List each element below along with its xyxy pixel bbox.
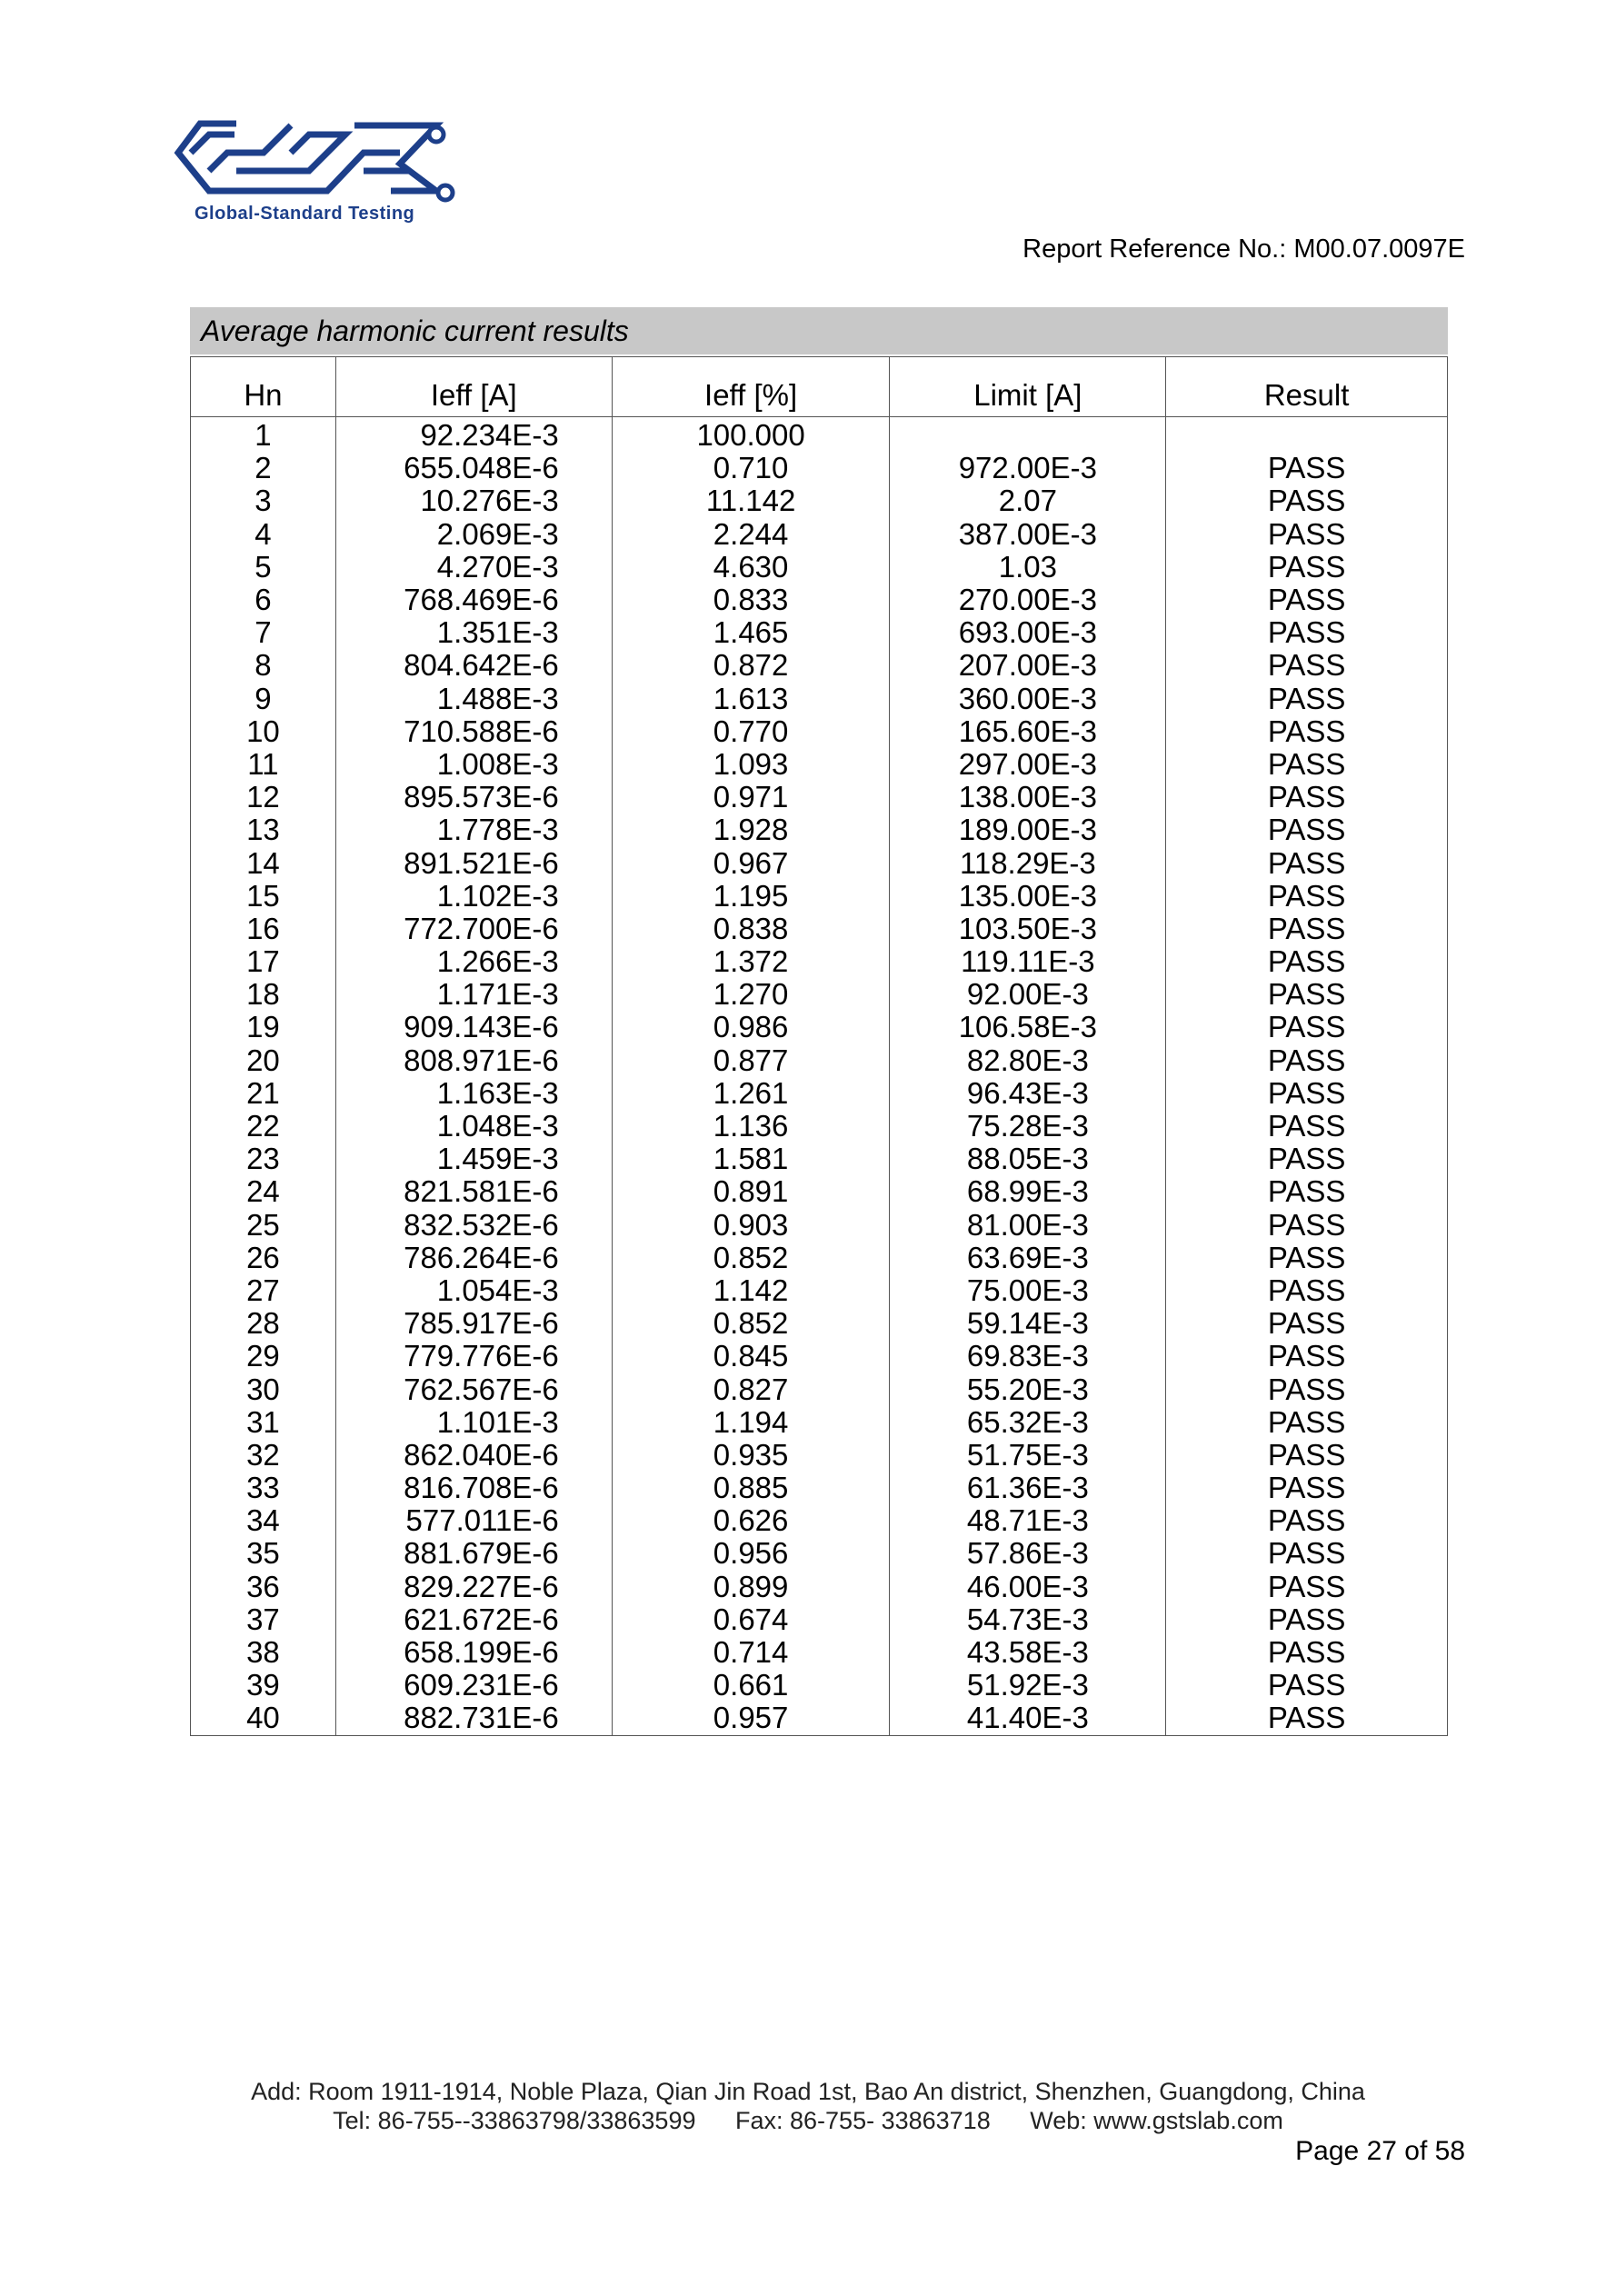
table-row: [191, 1011, 1448, 1043]
table-row: [191, 1702, 1448, 1735]
cell-result: PASS: [1166, 978, 1448, 1011]
cell-limit: 75.28E-3: [890, 1110, 1166, 1143]
cell-ieff-percent: 0.845: [612, 1340, 890, 1373]
cell-hn: 31: [191, 1406, 336, 1439]
cell-result: PASS: [1166, 781, 1448, 814]
cell-result: [1166, 417, 1448, 453]
cell-hn: 10: [191, 715, 336, 748]
cell-ieff-percent: 0.852: [612, 1307, 890, 1340]
table-row: [191, 1307, 1448, 1340]
report-reference: Report Reference No.: M00.07.0097E: [1022, 235, 1465, 264]
cell-limit: 68.99E-3: [890, 1175, 1166, 1208]
cell-hn: 26: [191, 1242, 336, 1274]
cell-limit: 69.83E-3: [890, 1340, 1166, 1373]
table-body: [191, 417, 1448, 1736]
cell-limit: 189.00E-3: [890, 814, 1166, 846]
cell-ieff-percent: 0.971: [612, 781, 890, 814]
cell-ieff-percent: 0.986: [612, 1011, 890, 1043]
cell-limit: 96.43E-3: [890, 1077, 1166, 1110]
cell-ieff-percent: 1.142: [612, 1274, 890, 1307]
cell-result: PASS: [1166, 1143, 1448, 1175]
cell-limit: 387.00E-3: [890, 518, 1166, 551]
cell-result: PASS: [1166, 518, 1448, 551]
cell-ieff-a: 895.573E-6: [335, 781, 612, 814]
cell-ieff-a: 762.567E-6: [335, 1373, 612, 1405]
cell-result: PASS: [1166, 1702, 1448, 1735]
cell-result: PASS: [1166, 1603, 1448, 1636]
cell-limit: 48.71E-3: [890, 1504, 1166, 1537]
table-row: [191, 913, 1448, 945]
cell-hn: 36: [191, 1571, 336, 1603]
cell-ieff-percent: 1.270: [612, 978, 890, 1011]
cell-hn: 4: [191, 518, 336, 551]
cell-ieff-a: 785.917E-6: [335, 1307, 612, 1340]
cell-result: PASS: [1166, 748, 1448, 781]
cell-ieff-a: 808.971E-6: [335, 1044, 612, 1077]
cell-ieff-a: 1.048E-3: [335, 1110, 612, 1143]
cell-result: PASS: [1166, 1209, 1448, 1242]
cell-result: PASS: [1166, 1537, 1448, 1570]
cell-limit: 119.11E-3: [890, 945, 1166, 978]
cell-hn: 24: [191, 1175, 336, 1208]
logo-text: Global-Standard Testing: [195, 204, 415, 224]
cell-ieff-percent: 1.194: [612, 1406, 890, 1439]
cell-result: PASS: [1166, 1504, 1448, 1537]
cell-hn: 34: [191, 1504, 336, 1537]
table-row: [191, 1571, 1448, 1603]
cell-ieff-percent: 100.000: [612, 417, 890, 453]
cell-ieff-percent: 1.261: [612, 1077, 890, 1110]
cell-ieff-a: 1.266E-3: [335, 945, 612, 978]
cell-ieff-a: 621.672E-6: [335, 1603, 612, 1636]
cell-ieff-a: 779.776E-6: [335, 1340, 612, 1373]
cell-ieff-percent: 0.967: [612, 846, 890, 879]
table-row: [191, 1504, 1448, 1537]
table-row: [191, 880, 1448, 913]
table-row: [191, 683, 1448, 715]
cell-limit: 270.00E-3: [890, 584, 1166, 616]
cell-result: PASS: [1166, 1669, 1448, 1702]
cell-ieff-percent: 0.674: [612, 1603, 890, 1636]
cell-ieff-a: 772.700E-6: [335, 913, 612, 945]
cell-limit: 81.00E-3: [890, 1209, 1166, 1242]
cell-ieff-a: 832.532E-6: [335, 1209, 612, 1242]
cell-ieff-a: 1.102E-3: [335, 880, 612, 913]
cell-ieff-percent: 1.136: [612, 1110, 890, 1143]
cell-ieff-a: 1.488E-3: [335, 683, 612, 715]
table-row: [191, 748, 1448, 781]
cell-result: PASS: [1166, 1439, 1448, 1472]
cell-hn: 33: [191, 1472, 336, 1504]
cell-hn: 8: [191, 649, 336, 682]
cell-hn: 39: [191, 1669, 336, 1702]
cell-hn: 19: [191, 1011, 336, 1043]
section-title: Average harmonic current results: [190, 307, 1448, 354]
cell-hn: 9: [191, 683, 336, 715]
cell-ieff-percent: 0.935: [612, 1439, 890, 1472]
cell-limit: 2.07: [890, 484, 1166, 517]
cell-hn: 1: [191, 417, 336, 453]
cell-ieff-percent: 1.195: [612, 880, 890, 913]
cell-result: PASS: [1166, 649, 1448, 682]
cell-result: PASS: [1166, 1274, 1448, 1307]
table-row: [191, 1340, 1448, 1373]
cell-ieff-a: 2.069E-3: [335, 518, 612, 551]
cell-ieff-percent: 0.710: [612, 452, 890, 484]
company-logo: [173, 116, 464, 235]
cell-ieff-a: 829.227E-6: [335, 1571, 612, 1603]
table-row: [191, 616, 1448, 649]
footer-address: Add: Room 1911-1914, Noble Plaza, Qian Jin Road 1st, Bao An district, Shenzhen, Guangdong, China: [251, 2078, 1365, 2105]
table-row: [191, 814, 1448, 846]
cell-ieff-percent: 0.885: [612, 1472, 890, 1504]
cell-result: PASS: [1166, 551, 1448, 584]
cell-ieff-percent: 0.827: [612, 1373, 890, 1405]
table-row: [191, 1439, 1448, 1472]
cell-ieff-a: 1.351E-3: [335, 616, 612, 649]
table-row: [191, 1406, 1448, 1439]
harmonic-results-table: [190, 356, 1448, 1736]
column-header-hn: Hn: [191, 357, 336, 417]
cell-limit: 59.14E-3: [890, 1307, 1166, 1340]
cell-result: PASS: [1166, 1110, 1448, 1143]
cell-limit: 693.00E-3: [890, 616, 1166, 649]
cell-result: PASS: [1166, 1307, 1448, 1340]
cell-limit: 51.75E-3: [890, 1439, 1166, 1472]
cell-hn: 30: [191, 1373, 336, 1405]
cell-hn: 16: [191, 913, 336, 945]
cell-ieff-a: 1.008E-3: [335, 748, 612, 781]
cell-ieff-a: 609.231E-6: [335, 1669, 612, 1702]
cell-limit: 297.00E-3: [890, 748, 1166, 781]
cell-hn: 18: [191, 978, 336, 1011]
table-row: [191, 1603, 1448, 1636]
cell-result: PASS: [1166, 814, 1448, 846]
cell-limit: 65.32E-3: [890, 1406, 1166, 1439]
cell-result: PASS: [1166, 1472, 1448, 1504]
cell-ieff-a: 821.581E-6: [335, 1175, 612, 1208]
cell-result: PASS: [1166, 452, 1448, 484]
cell-hn: 22: [191, 1110, 336, 1143]
cell-ieff-percent: 0.838: [612, 913, 890, 945]
table-row: [191, 1373, 1448, 1405]
cell-ieff-a: 768.469E-6: [335, 584, 612, 616]
table-row: [191, 1077, 1448, 1110]
cell-hn: 7: [191, 616, 336, 649]
cell-limit: 138.00E-3: [890, 781, 1166, 814]
cell-limit: 82.80E-3: [890, 1044, 1166, 1077]
cell-result: PASS: [1166, 1077, 1448, 1110]
cell-ieff-percent: 0.877: [612, 1044, 890, 1077]
page-number: Page 27 of 58: [1295, 2136, 1465, 2166]
table-header-row: [191, 357, 1448, 417]
cell-ieff-percent: 0.903: [612, 1209, 890, 1242]
cell-ieff-percent: 4.630: [612, 551, 890, 584]
table-row: [191, 978, 1448, 1011]
cell-ieff-percent: 0.626: [612, 1504, 890, 1537]
cell-limit: 75.00E-3: [890, 1274, 1166, 1307]
cell-limit: 103.50E-3: [890, 913, 1166, 945]
cell-ieff-a: 882.731E-6: [335, 1702, 612, 1735]
table-row: [191, 1044, 1448, 1077]
cell-hn: 13: [191, 814, 336, 846]
table-row: [191, 649, 1448, 682]
cell-limit: 118.29E-3: [890, 846, 1166, 879]
cell-ieff-a: 1.054E-3: [335, 1274, 612, 1307]
cell-ieff-percent: 0.872: [612, 649, 890, 682]
footer-fax: Fax: 86-755- 33863718: [735, 2107, 991, 2134]
cell-limit: 360.00E-3: [890, 683, 1166, 715]
cell-ieff-a: 1.101E-3: [335, 1406, 612, 1439]
cell-ieff-percent: 1.928: [612, 814, 890, 846]
table-row: [191, 715, 1448, 748]
cell-limit: 55.20E-3: [890, 1373, 1166, 1405]
cell-ieff-a: 1.778E-3: [335, 814, 612, 846]
cell-limit: 54.73E-3: [890, 1603, 1166, 1636]
cell-limit: [890, 417, 1166, 453]
cell-limit: 135.00E-3: [890, 880, 1166, 913]
table-row: [191, 945, 1448, 978]
cell-hn: 28: [191, 1307, 336, 1340]
table-row: [191, 518, 1448, 551]
cell-hn: 35: [191, 1537, 336, 1570]
cell-result: PASS: [1166, 1340, 1448, 1373]
table-row: [191, 1242, 1448, 1274]
cell-ieff-a: 804.642E-6: [335, 649, 612, 682]
cell-hn: 37: [191, 1603, 336, 1636]
cell-limit: 63.69E-3: [890, 1242, 1166, 1274]
cell-ieff-a: 862.040E-6: [335, 1439, 612, 1472]
cell-limit: 61.36E-3: [890, 1472, 1166, 1504]
table-row: [191, 417, 1448, 453]
cell-ieff-percent: 0.899: [612, 1571, 890, 1603]
cell-result: PASS: [1166, 880, 1448, 913]
cell-limit: 88.05E-3: [890, 1143, 1166, 1175]
table-row: [191, 1175, 1448, 1208]
cell-limit: 92.00E-3: [890, 978, 1166, 1011]
cell-limit: 207.00E-3: [890, 649, 1166, 682]
cell-hn: 20: [191, 1044, 336, 1077]
table-row: [191, 1636, 1448, 1669]
cell-ieff-percent: 0.891: [612, 1175, 890, 1208]
cell-limit: 46.00E-3: [890, 1571, 1166, 1603]
cell-hn: 25: [191, 1209, 336, 1242]
cell-limit: 106.58E-3: [890, 1011, 1166, 1043]
column-header-ieff-percent: Ieff [%]: [612, 357, 890, 417]
table-row: [191, 1110, 1448, 1143]
cell-ieff-a: 10.276E-3: [335, 484, 612, 517]
cell-hn: 15: [191, 880, 336, 913]
cell-ieff-percent: 0.957: [612, 1702, 890, 1735]
cell-hn: 38: [191, 1636, 336, 1669]
cell-ieff-percent: 1.581: [612, 1143, 890, 1175]
column-header-ieff-a: Ieff [A]: [335, 357, 612, 417]
cell-result: PASS: [1166, 1636, 1448, 1669]
cell-result: PASS: [1166, 1242, 1448, 1274]
cell-ieff-percent: 1.613: [612, 683, 890, 715]
cell-ieff-a: 1.171E-3: [335, 978, 612, 1011]
cell-ieff-a: 92.234E-3: [335, 417, 612, 453]
cell-ieff-a: 786.264E-6: [335, 1242, 612, 1274]
cell-result: PASS: [1166, 1175, 1448, 1208]
column-header-result: Result: [1166, 357, 1448, 417]
cell-result: PASS: [1166, 683, 1448, 715]
table-row: [191, 1472, 1448, 1504]
table-row: [191, 484, 1448, 517]
cell-ieff-a: 1.163E-3: [335, 1077, 612, 1110]
cell-hn: 23: [191, 1143, 336, 1175]
table-row: [191, 1274, 1448, 1307]
cell-hn: 3: [191, 484, 336, 517]
cell-hn: 12: [191, 781, 336, 814]
cell-hn: 6: [191, 584, 336, 616]
cell-hn: 21: [191, 1077, 336, 1110]
cell-ieff-a: 710.588E-6: [335, 715, 612, 748]
table-row: [191, 1537, 1448, 1570]
cell-ieff-a: 891.521E-6: [335, 846, 612, 879]
cell-ieff-percent: 1.372: [612, 945, 890, 978]
cell-ieff-a: 577.011E-6: [335, 1504, 612, 1537]
cell-ieff-a: 655.048E-6: [335, 452, 612, 484]
cell-hn: 11: [191, 748, 336, 781]
cell-result: PASS: [1166, 616, 1448, 649]
cell-result: PASS: [1166, 715, 1448, 748]
cell-hn: 27: [191, 1274, 336, 1307]
cell-ieff-percent: 1.093: [612, 748, 890, 781]
cell-ieff-percent: 1.465: [612, 616, 890, 649]
cell-ieff-percent: 0.956: [612, 1537, 890, 1570]
table-row: [191, 584, 1448, 616]
cell-limit: 51.92E-3: [890, 1669, 1166, 1702]
table-row: [191, 1669, 1448, 1702]
cell-ieff-percent: 0.852: [612, 1242, 890, 1274]
cell-result: PASS: [1166, 584, 1448, 616]
cell-hn: 29: [191, 1340, 336, 1373]
cell-result: PASS: [1166, 1044, 1448, 1077]
cell-ieff-a: 4.270E-3: [335, 551, 612, 584]
cell-result: PASS: [1166, 945, 1448, 978]
cell-result: PASS: [1166, 1406, 1448, 1439]
cell-result: PASS: [1166, 1011, 1448, 1043]
cell-limit: 57.86E-3: [890, 1537, 1166, 1570]
cell-hn: 40: [191, 1702, 336, 1735]
cell-limit: 972.00E-3: [890, 452, 1166, 484]
footer-web: Web: www.gstslab.com: [1030, 2107, 1283, 2134]
cell-ieff-a: 881.679E-6: [335, 1537, 612, 1570]
cell-ieff-a: 658.199E-6: [335, 1636, 612, 1669]
table-row: [191, 846, 1448, 879]
cell-ieff-percent: 0.714: [612, 1636, 890, 1669]
cell-hn: 32: [191, 1439, 336, 1472]
footer-contact: [0, 2107, 1616, 2135]
cell-result: PASS: [1166, 913, 1448, 945]
table-row: [191, 452, 1448, 484]
table-row: [191, 551, 1448, 584]
gst-logo-icon: [173, 116, 464, 207]
cell-limit: 165.60E-3: [890, 715, 1166, 748]
table-row: [191, 1209, 1448, 1242]
cell-ieff-percent: 0.661: [612, 1669, 890, 1702]
table-row: [191, 781, 1448, 814]
cell-limit: 1.03: [890, 551, 1166, 584]
cell-hn: 17: [191, 945, 336, 978]
cell-hn: 2: [191, 452, 336, 484]
column-header-limit: Limit [A]: [890, 357, 1166, 417]
cell-hn: 5: [191, 551, 336, 584]
cell-result: PASS: [1166, 1571, 1448, 1603]
cell-hn: 14: [191, 846, 336, 879]
cell-ieff-a: 1.459E-3: [335, 1143, 612, 1175]
cell-ieff-percent: 2.244: [612, 518, 890, 551]
cell-ieff-a: 909.143E-6: [335, 1011, 612, 1043]
cell-ieff-percent: 0.833: [612, 584, 890, 616]
cell-ieff-percent: 11.142: [612, 484, 890, 517]
cell-result: PASS: [1166, 1373, 1448, 1405]
cell-result: PASS: [1166, 484, 1448, 517]
cell-limit: 41.40E-3: [890, 1702, 1166, 1735]
cell-ieff-percent: 0.770: [612, 715, 890, 748]
table-row: [191, 1143, 1448, 1175]
cell-limit: 43.58E-3: [890, 1636, 1166, 1669]
footer-tel: Tel: 86-755--33863798/33863599: [333, 2107, 696, 2134]
cell-result: PASS: [1166, 846, 1448, 879]
cell-ieff-a: 816.708E-6: [335, 1472, 612, 1504]
